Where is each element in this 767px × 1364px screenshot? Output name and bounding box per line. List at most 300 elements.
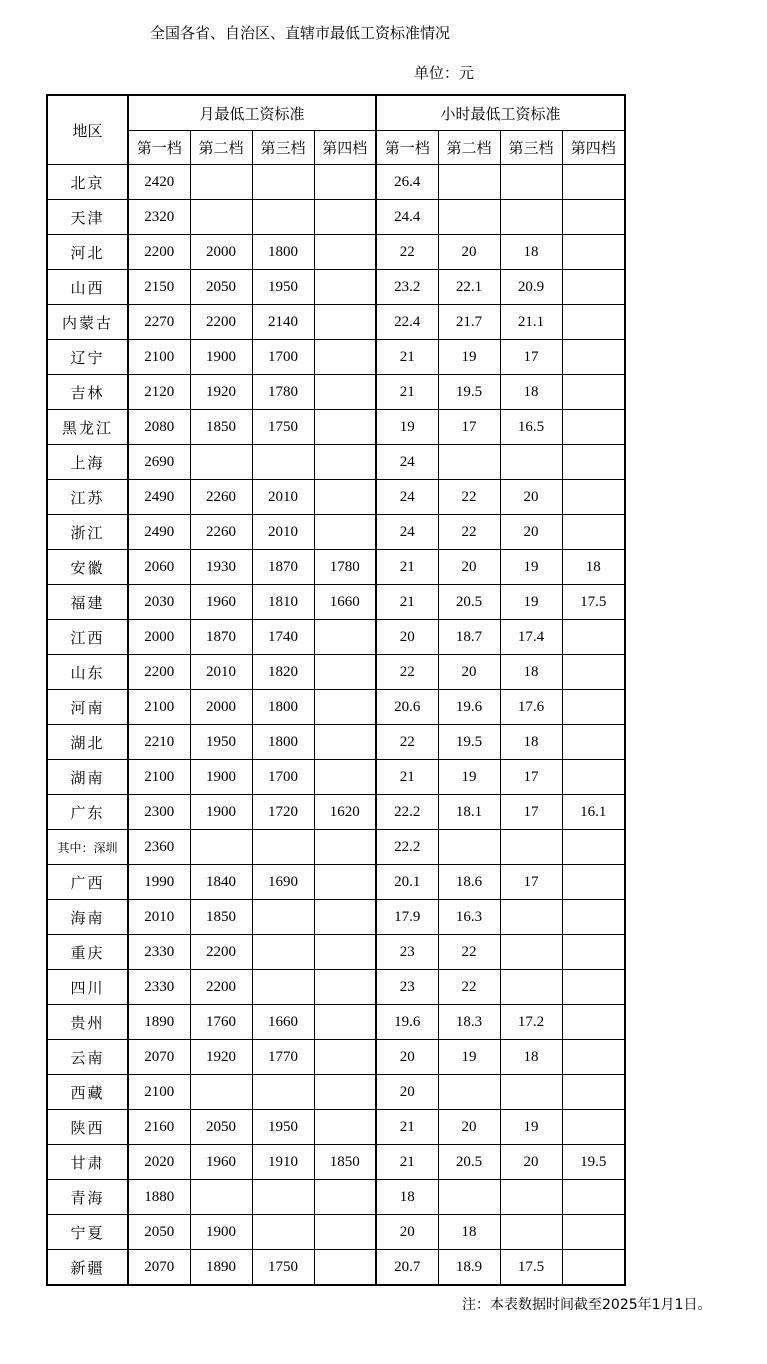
hourly-tier-3-cell: 17 [500, 760, 562, 795]
hourly-tier-1-cell: 22.2 [376, 795, 438, 830]
monthly-tier-2-cell: 2010 [190, 655, 252, 690]
monthly-tier-3-cell: 1690 [252, 865, 314, 900]
hourly-tier-2-cell: 21.7 [438, 305, 500, 340]
monthly-tier-3-cell: 2140 [252, 305, 314, 340]
monthly-tier-1-cell: 2080 [128, 410, 190, 445]
monthly-tier-1-cell: 2070 [128, 1250, 190, 1286]
monthly-tier-3-cell: 1700 [252, 340, 314, 375]
hourly-tier-3-cell: 18 [500, 655, 562, 690]
hourly-tier-3-cell: 20.9 [500, 270, 562, 305]
monthly-tier-4-cell [314, 690, 376, 725]
table-row [47, 375, 625, 410]
monthly-tier-4-cell [314, 410, 376, 445]
monthly-tier-2-cell: 1870 [190, 620, 252, 655]
hourly-tier-4-cell [562, 1250, 625, 1286]
hourly-tier-1-cell: 22 [376, 235, 438, 270]
monthly-tier-2-cell: 2200 [190, 935, 252, 970]
hourly-tier-1-cell: 22.4 [376, 305, 438, 340]
monthly-tier-3-cell: 1720 [252, 795, 314, 830]
hourly-tier-4-cell [562, 935, 625, 970]
monthly-tier-3-cell: 2010 [252, 515, 314, 550]
hourly-tier-3-cell: 19 [500, 585, 562, 620]
hourly-tier-1-cell: 19.6 [376, 1005, 438, 1040]
region-cell: 内蒙古 [47, 305, 128, 340]
monthly-tier-2-cell: 1900 [190, 760, 252, 795]
hourly-tier-4-cell [562, 830, 625, 865]
monthly-tier-2-cell: 2260 [190, 515, 252, 550]
monthly-tier-3-cell: 1910 [252, 1145, 314, 1180]
hourly-tier-2-cell: 18.6 [438, 865, 500, 900]
monthly-tier-3-cell [252, 200, 314, 235]
monthly-tier-2-cell: 1900 [190, 340, 252, 375]
region-cell: 青海 [47, 1180, 128, 1215]
hourly-tier-3-cell: 16.5 [500, 410, 562, 445]
region-cell: 湖北 [47, 725, 128, 760]
hourly-tier-3-cell: 17 [500, 795, 562, 830]
monthly-tier-1-cell: 2490 [128, 515, 190, 550]
hourly-tier-1-cell: 24 [376, 515, 438, 550]
monthly-tier-4-cell [314, 935, 376, 970]
header-row-tiers [47, 131, 625, 165]
hourly-tier-1-cell: 23 [376, 970, 438, 1005]
hourly-tier-1-cell: 23.2 [376, 270, 438, 305]
hourly-tier-3-cell [500, 935, 562, 970]
hourly-tier-4-cell [562, 410, 625, 445]
monthly-tier-1-cell: 2200 [128, 655, 190, 690]
region-cell: 河北 [47, 235, 128, 270]
hourly-tier-3-cell: 17 [500, 865, 562, 900]
monthly-tier-1-cell: 2100 [128, 1075, 190, 1110]
monthly-tier-2-cell: 2200 [190, 970, 252, 1005]
table-row [47, 900, 625, 935]
hourly-tier-1-cell: 21 [376, 1110, 438, 1145]
monthly-tier-1-cell: 2100 [128, 340, 190, 375]
monthly-tier-3-cell: 1660 [252, 1005, 314, 1040]
hourly-tier-2-cell: 19.6 [438, 690, 500, 725]
monthly-tier-4-cell [314, 1040, 376, 1075]
header-hourly-tier-2: 第二档 [438, 131, 500, 165]
monthly-tier-3-cell [252, 935, 314, 970]
region-cell: 福建 [47, 585, 128, 620]
monthly-tier-4-cell [314, 200, 376, 235]
hourly-tier-1-cell: 24 [376, 445, 438, 480]
monthly-tier-1-cell: 2000 [128, 620, 190, 655]
monthly-tier-2-cell: 2000 [190, 690, 252, 725]
table-row [47, 445, 625, 480]
monthly-tier-3-cell: 1810 [252, 585, 314, 620]
hourly-tier-3-cell: 19 [500, 550, 562, 585]
monthly-tier-1-cell: 2100 [128, 760, 190, 795]
monthly-tier-3-cell [252, 970, 314, 1005]
hourly-tier-2-cell: 16.3 [438, 900, 500, 935]
hourly-tier-3-cell: 18 [500, 375, 562, 410]
monthly-tier-2-cell [190, 830, 252, 865]
table-row [47, 935, 625, 970]
hourly-tier-4-cell [562, 1005, 625, 1040]
table-row [47, 305, 625, 340]
monthly-tier-2-cell: 2200 [190, 305, 252, 340]
monthly-tier-4-cell: 1660 [314, 585, 376, 620]
table-row [47, 550, 625, 585]
monthly-tier-3-cell: 1800 [252, 725, 314, 760]
region-cell: 西藏 [47, 1075, 128, 1110]
region-cell: 广东 [47, 795, 128, 830]
hourly-tier-3-cell [500, 970, 562, 1005]
monthly-tier-3-cell: 2010 [252, 480, 314, 515]
hourly-tier-4-cell: 19.5 [562, 1145, 625, 1180]
monthly-tier-2-cell: 2050 [190, 1110, 252, 1145]
region-cell: 其中：深圳 [47, 830, 128, 865]
hourly-tier-4-cell [562, 270, 625, 305]
monthly-tier-2-cell: 1840 [190, 865, 252, 900]
monthly-tier-1-cell: 2010 [128, 900, 190, 935]
table-row [47, 865, 625, 900]
minimum-wage-table [46, 94, 626, 1286]
region-cell: 宁夏 [47, 1215, 128, 1250]
monthly-tier-4-cell [314, 340, 376, 375]
hourly-tier-2-cell: 17 [438, 410, 500, 445]
monthly-tier-2-cell: 1900 [190, 795, 252, 830]
monthly-tier-4-cell [314, 270, 376, 305]
hourly-tier-1-cell: 21 [376, 760, 438, 795]
header-region: 地区 [47, 95, 128, 165]
monthly-tier-1-cell: 2210 [128, 725, 190, 760]
region-cell: 浙江 [47, 515, 128, 550]
hourly-tier-3-cell: 20 [500, 1145, 562, 1180]
monthly-tier-2-cell: 1850 [190, 410, 252, 445]
header-monthly-tier-3: 第三档 [252, 131, 314, 165]
hourly-tier-4-cell [562, 445, 625, 480]
hourly-tier-3-cell: 18 [500, 1040, 562, 1075]
hourly-tier-3-cell: 17.6 [500, 690, 562, 725]
monthly-tier-2-cell: 1950 [190, 725, 252, 760]
table-row [47, 165, 625, 200]
monthly-tier-3-cell [252, 830, 314, 865]
hourly-tier-3-cell: 20 [500, 515, 562, 550]
table-row [47, 480, 625, 515]
header-monthly-tier-2: 第二档 [190, 131, 252, 165]
monthly-tier-2-cell: 1960 [190, 585, 252, 620]
hourly-tier-4-cell: 18 [562, 550, 625, 585]
table-row [47, 410, 625, 445]
hourly-tier-2-cell [438, 165, 500, 200]
monthly-tier-3-cell [252, 900, 314, 935]
monthly-tier-2-cell [190, 1180, 252, 1215]
monthly-tier-4-cell [314, 970, 376, 1005]
hourly-tier-2-cell: 19.5 [438, 725, 500, 760]
hourly-tier-2-cell: 18 [438, 1215, 500, 1250]
table-row [47, 1145, 625, 1180]
hourly-tier-4-cell [562, 655, 625, 690]
region-cell: 山东 [47, 655, 128, 690]
monthly-tier-4-cell [314, 1005, 376, 1040]
table-row [47, 235, 625, 270]
table-row [47, 830, 625, 865]
monthly-tier-3-cell: 1770 [252, 1040, 314, 1075]
monthly-tier-4-cell [314, 655, 376, 690]
monthly-tier-4-cell [314, 1180, 376, 1215]
monthly-tier-3-cell: 1780 [252, 375, 314, 410]
region-cell: 广西 [47, 865, 128, 900]
hourly-tier-2-cell: 20 [438, 655, 500, 690]
hourly-tier-3-cell: 17 [500, 340, 562, 375]
header-monthly: 月最低工资标准 [128, 95, 376, 131]
hourly-tier-4-cell [562, 235, 625, 270]
hourly-tier-1-cell: 20.1 [376, 865, 438, 900]
hourly-tier-1-cell: 23 [376, 935, 438, 970]
hourly-tier-4-cell [562, 1075, 625, 1110]
footnote: 注：本表数据时间截至2025年1月1日。 [462, 1297, 712, 1313]
hourly-tier-3-cell [500, 1180, 562, 1215]
monthly-tier-1-cell: 2690 [128, 445, 190, 480]
region-cell: 四川 [47, 970, 128, 1005]
table-row [47, 340, 625, 375]
hourly-tier-1-cell: 22.2 [376, 830, 438, 865]
monthly-tier-2-cell: 1890 [190, 1250, 252, 1286]
region-cell: 海南 [47, 900, 128, 935]
header-monthly-tier-4: 第四档 [314, 131, 376, 165]
monthly-tier-3-cell [252, 1180, 314, 1215]
hourly-tier-4-cell [562, 480, 625, 515]
monthly-tier-1-cell: 2070 [128, 1040, 190, 1075]
hourly-tier-4-cell [562, 690, 625, 725]
region-cell: 贵州 [47, 1005, 128, 1040]
table-row [47, 1110, 625, 1145]
monthly-tier-1-cell: 2300 [128, 795, 190, 830]
table-row [47, 760, 625, 795]
monthly-tier-1-cell: 1890 [128, 1005, 190, 1040]
monthly-tier-1-cell: 1880 [128, 1180, 190, 1215]
region-cell: 湖南 [47, 760, 128, 795]
hourly-tier-2-cell: 20 [438, 235, 500, 270]
hourly-tier-1-cell: 22 [376, 655, 438, 690]
monthly-tier-4-cell [314, 1215, 376, 1250]
monthly-tier-3-cell [252, 445, 314, 480]
monthly-tier-3-cell: 1800 [252, 235, 314, 270]
region-cell: 云南 [47, 1040, 128, 1075]
hourly-tier-1-cell: 21 [376, 1145, 438, 1180]
monthly-tier-1-cell: 2060 [128, 550, 190, 585]
hourly-tier-1-cell: 22 [376, 725, 438, 760]
table-row [47, 725, 625, 760]
hourly-tier-3-cell: 17.2 [500, 1005, 562, 1040]
monthly-tier-3-cell: 1950 [252, 1110, 314, 1145]
monthly-tier-2-cell [190, 445, 252, 480]
hourly-tier-2-cell: 20.5 [438, 585, 500, 620]
table-row [47, 1215, 625, 1250]
monthly-tier-1-cell: 2160 [128, 1110, 190, 1145]
monthly-tier-4-cell [314, 1075, 376, 1110]
hourly-tier-2-cell: 19 [438, 760, 500, 795]
table-row [47, 690, 625, 725]
hourly-tier-2-cell: 22 [438, 970, 500, 1005]
monthly-tier-4-cell [314, 1250, 376, 1286]
hourly-tier-2-cell: 20.5 [438, 1145, 500, 1180]
hourly-tier-2-cell: 19.5 [438, 375, 500, 410]
monthly-tier-2-cell [190, 165, 252, 200]
hourly-tier-3-cell: 20 [500, 480, 562, 515]
monthly-tier-1-cell: 2100 [128, 690, 190, 725]
monthly-tier-1-cell: 2200 [128, 235, 190, 270]
monthly-tier-4-cell [314, 375, 376, 410]
monthly-tier-3-cell: 1950 [252, 270, 314, 305]
monthly-tier-2-cell: 1850 [190, 900, 252, 935]
monthly-tier-1-cell: 2030 [128, 585, 190, 620]
monthly-tier-4-cell: 1620 [314, 795, 376, 830]
table-row [47, 620, 625, 655]
hourly-tier-2-cell: 18.3 [438, 1005, 500, 1040]
monthly-tier-4-cell: 1780 [314, 550, 376, 585]
hourly-tier-4-cell [562, 200, 625, 235]
table-row [47, 1005, 625, 1040]
header-hourly-tier-1: 第一档 [376, 131, 438, 165]
hourly-tier-1-cell: 24 [376, 480, 438, 515]
hourly-tier-2-cell: 19 [438, 340, 500, 375]
hourly-tier-4-cell [562, 725, 625, 760]
monthly-tier-4-cell [314, 515, 376, 550]
monthly-tier-1-cell: 2020 [128, 1145, 190, 1180]
hourly-tier-3-cell [500, 200, 562, 235]
hourly-tier-3-cell: 21.1 [500, 305, 562, 340]
monthly-tier-3-cell: 1700 [252, 760, 314, 795]
hourly-tier-2-cell: 22 [438, 935, 500, 970]
hourly-tier-2-cell: 20 [438, 550, 500, 585]
hourly-tier-4-cell [562, 970, 625, 1005]
hourly-tier-1-cell: 17.9 [376, 900, 438, 935]
hourly-tier-2-cell: 19 [438, 1040, 500, 1075]
region-cell: 辽宁 [47, 340, 128, 375]
monthly-tier-2-cell: 2000 [190, 235, 252, 270]
monthly-tier-4-cell [314, 620, 376, 655]
hourly-tier-3-cell [500, 445, 562, 480]
table-row [47, 270, 625, 305]
monthly-tier-1-cell: 2320 [128, 200, 190, 235]
region-cell: 上海 [47, 445, 128, 480]
hourly-tier-2-cell [438, 200, 500, 235]
hourly-tier-4-cell [562, 1110, 625, 1145]
table-row [47, 970, 625, 1005]
hourly-tier-4-cell [562, 760, 625, 795]
monthly-tier-1-cell: 2120 [128, 375, 190, 410]
monthly-tier-2-cell [190, 200, 252, 235]
header-hourly-tier-3: 第三档 [500, 131, 562, 165]
hourly-tier-2-cell [438, 1075, 500, 1110]
monthly-tier-2-cell: 2260 [190, 480, 252, 515]
table-body [47, 165, 625, 1286]
hourly-tier-4-cell [562, 865, 625, 900]
hourly-tier-4-cell [562, 375, 625, 410]
hourly-tier-3-cell: 19 [500, 1110, 562, 1145]
hourly-tier-4-cell [562, 1180, 625, 1215]
header-hourly: 小时最低工资标准 [376, 95, 625, 131]
monthly-tier-2-cell [190, 1075, 252, 1110]
hourly-tier-2-cell: 20 [438, 1110, 500, 1145]
hourly-tier-2-cell: 22 [438, 515, 500, 550]
monthly-tier-3-cell: 1750 [252, 410, 314, 445]
monthly-tier-2-cell: 1760 [190, 1005, 252, 1040]
monthly-tier-4-cell [314, 725, 376, 760]
hourly-tier-1-cell: 20 [376, 1040, 438, 1075]
monthly-tier-4-cell [314, 305, 376, 340]
hourly-tier-4-cell [562, 1215, 625, 1250]
monthly-tier-4-cell [314, 1110, 376, 1145]
monthly-tier-4-cell [314, 900, 376, 935]
monthly-tier-1-cell: 2360 [128, 830, 190, 865]
hourly-tier-2-cell [438, 445, 500, 480]
table-row [47, 1250, 625, 1286]
hourly-tier-2-cell [438, 1180, 500, 1215]
hourly-tier-4-cell [562, 305, 625, 340]
hourly-tier-1-cell: 20 [376, 1215, 438, 1250]
hourly-tier-4-cell [562, 340, 625, 375]
header-monthly-tier-1: 第一档 [128, 131, 190, 165]
table-row [47, 585, 625, 620]
monthly-tier-1-cell: 2150 [128, 270, 190, 305]
hourly-tier-1-cell: 20 [376, 620, 438, 655]
unit-label: 单位：元 [414, 64, 475, 82]
hourly-tier-2-cell: 18.9 [438, 1250, 500, 1286]
monthly-tier-4-cell: 1850 [314, 1145, 376, 1180]
monthly-tier-3-cell [252, 165, 314, 200]
hourly-tier-3-cell: 18 [500, 725, 562, 760]
monthly-tier-3-cell: 1820 [252, 655, 314, 690]
header-hourly-tier-4: 第四档 [562, 131, 625, 165]
region-cell: 江西 [47, 620, 128, 655]
hourly-tier-1-cell: 24.4 [376, 200, 438, 235]
hourly-tier-1-cell: 19 [376, 410, 438, 445]
hourly-tier-1-cell: 20 [376, 1075, 438, 1110]
monthly-tier-3-cell: 1800 [252, 690, 314, 725]
hourly-tier-2-cell [438, 830, 500, 865]
monthly-tier-4-cell [314, 480, 376, 515]
hourly-tier-4-cell: 17.5 [562, 585, 625, 620]
hourly-tier-1-cell: 21 [376, 375, 438, 410]
hourly-tier-4-cell [562, 620, 625, 655]
region-cell: 河南 [47, 690, 128, 725]
hourly-tier-2-cell: 22 [438, 480, 500, 515]
hourly-tier-3-cell: 17.4 [500, 620, 562, 655]
hourly-tier-3-cell [500, 165, 562, 200]
region-cell: 黑龙江 [47, 410, 128, 445]
monthly-tier-4-cell [314, 235, 376, 270]
monthly-tier-1-cell: 2050 [128, 1215, 190, 1250]
region-cell: 吉林 [47, 375, 128, 410]
region-cell: 北京 [47, 165, 128, 200]
hourly-tier-3-cell [500, 900, 562, 935]
monthly-tier-4-cell [314, 760, 376, 795]
hourly-tier-1-cell: 20.6 [376, 690, 438, 725]
monthly-tier-3-cell: 1870 [252, 550, 314, 585]
hourly-tier-3-cell [500, 830, 562, 865]
table-row [47, 200, 625, 235]
hourly-tier-2-cell: 18.7 [438, 620, 500, 655]
monthly-tier-1-cell: 2420 [128, 165, 190, 200]
monthly-tier-1-cell: 2270 [128, 305, 190, 340]
table-row [47, 655, 625, 690]
table-row [47, 1075, 625, 1110]
region-cell: 安徽 [47, 550, 128, 585]
region-cell: 天津 [47, 200, 128, 235]
monthly-tier-4-cell [314, 165, 376, 200]
monthly-tier-4-cell [314, 830, 376, 865]
table-row [47, 1040, 625, 1075]
hourly-tier-2-cell: 22.1 [438, 270, 500, 305]
monthly-tier-3-cell [252, 1075, 314, 1110]
hourly-tier-4-cell [562, 515, 625, 550]
hourly-tier-2-cell: 18.1 [438, 795, 500, 830]
region-cell: 陕西 [47, 1110, 128, 1145]
monthly-tier-2-cell: 1960 [190, 1145, 252, 1180]
